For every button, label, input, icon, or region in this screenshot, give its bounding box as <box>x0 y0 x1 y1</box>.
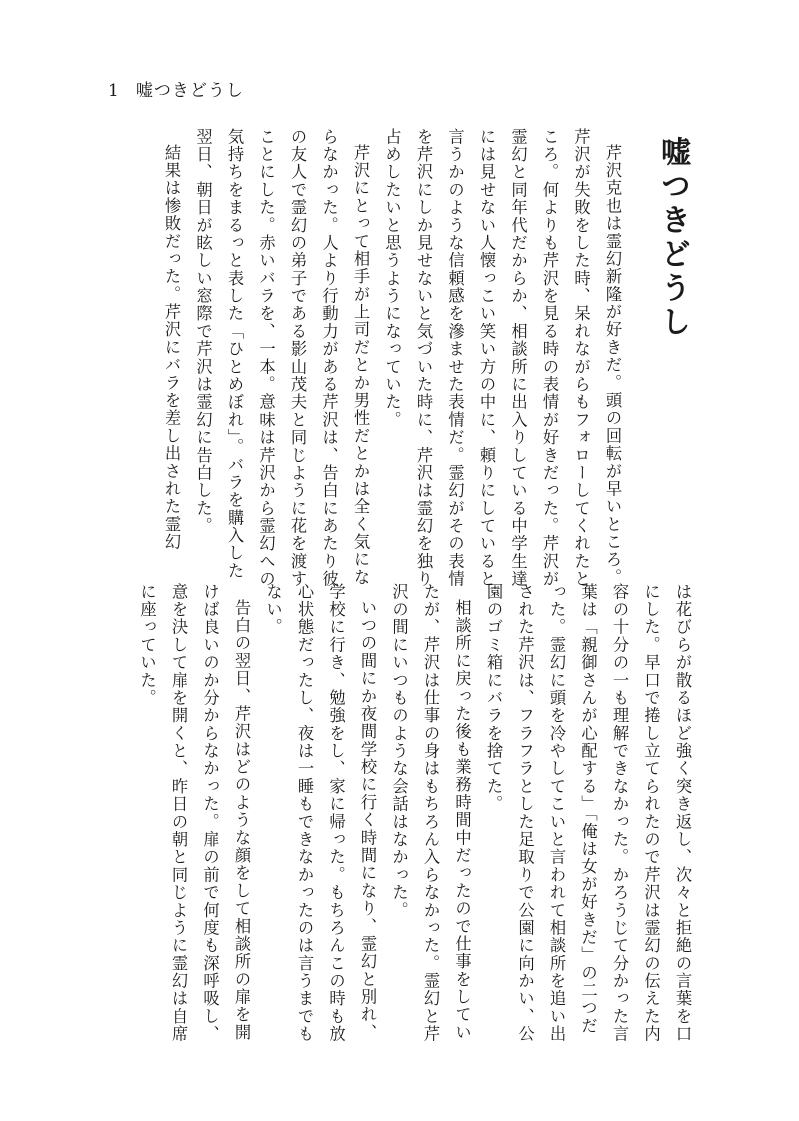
text-column-top <box>108 128 628 588</box>
running-head <box>108 76 244 101</box>
paragraph: 告白の翌日、芹沢はどのような顔をして相談所の扉を開けば良いのか分からなかった。扉の前で何度も深呼吸し、意を決して扉を開くと、昨日の朝と同じように霊幻は自席に座っていた。 <box>137 583 251 1043</box>
paragraph: 相談所に戻った後も業務時間中だったので仕事をしていたが、芹沢は仕事の身はもちろん入らなかった。霊幻と芹沢の間にいつものような会話はなかった。 <box>389 583 472 1043</box>
story-title: 嘘つきどうし <box>655 136 690 340</box>
paragraph: いつの間にか夜間学校に行く時間になり、霊幻と別れ、学校に行き、勉強をし、家に帰った。もちろんこの時も放心状態だったし、夜は一睡もできなかったのは言うまでもない。 <box>263 583 377 1043</box>
page-number: 1 <box>108 81 120 101</box>
paragraph: は花びらが散るほど強く突き返し、次々と拒絶の言葉を口にした。早口で捲し立てられたので芹沢は霊幻の伝えた内容の十分の一も理解できなかった。かろうじて分かった言葉は「親御さんが心配する」「俺は女が好きだ」の二つだった。霊幻に頭を冷やしてこいと言われて相談所を追い出された芹沢は、フラフラとした足取りで公園に向かい、公園のゴミ箱にバラを捨てた。 <box>484 583 692 1043</box>
paragraph: 芹沢克也は霊幻新隆が好きだ。頭の回転が早いところ。芹沢が失敗をした時、呆れながらもフォローしてくれたところ。何よりも芹沢を見る時の表情が好きだった。芹沢が霊幻と同年代だからか、相談所に出入りしている中学生達には見せない人懐っこい笑い方の中に、頼りにしていると言うかのような信頼感を滲ませた表情だ。霊幻がその表情を芹沢にしか見せないと気づいた時に、芹沢は霊幻を独り占めしたいと思うようになっていた。 <box>382 128 622 588</box>
running-head-title: 嘘つきどうし <box>135 81 244 101</box>
paragraph: 結果は惨敗だった。芹沢にバラを差し出された霊幻 <box>162 144 181 552</box>
text-column-bottom <box>108 583 698 1043</box>
paragraph: 芹沢にとって相手が上司だとか男性だとかは全く気にならなかった。人より行動力がある芹沢は、告白にあたり彼の友人で霊幻の弟子である影山茂夫と同じように花を渡すことにした。赤いバラを、一本。意味は芹沢から霊幻への気持ちをまるっと表した「ひとめぼれ」。バラを購入した翌日、朝日が眩しい窓際で芹沢は霊幻に告白した。 <box>193 128 370 588</box>
